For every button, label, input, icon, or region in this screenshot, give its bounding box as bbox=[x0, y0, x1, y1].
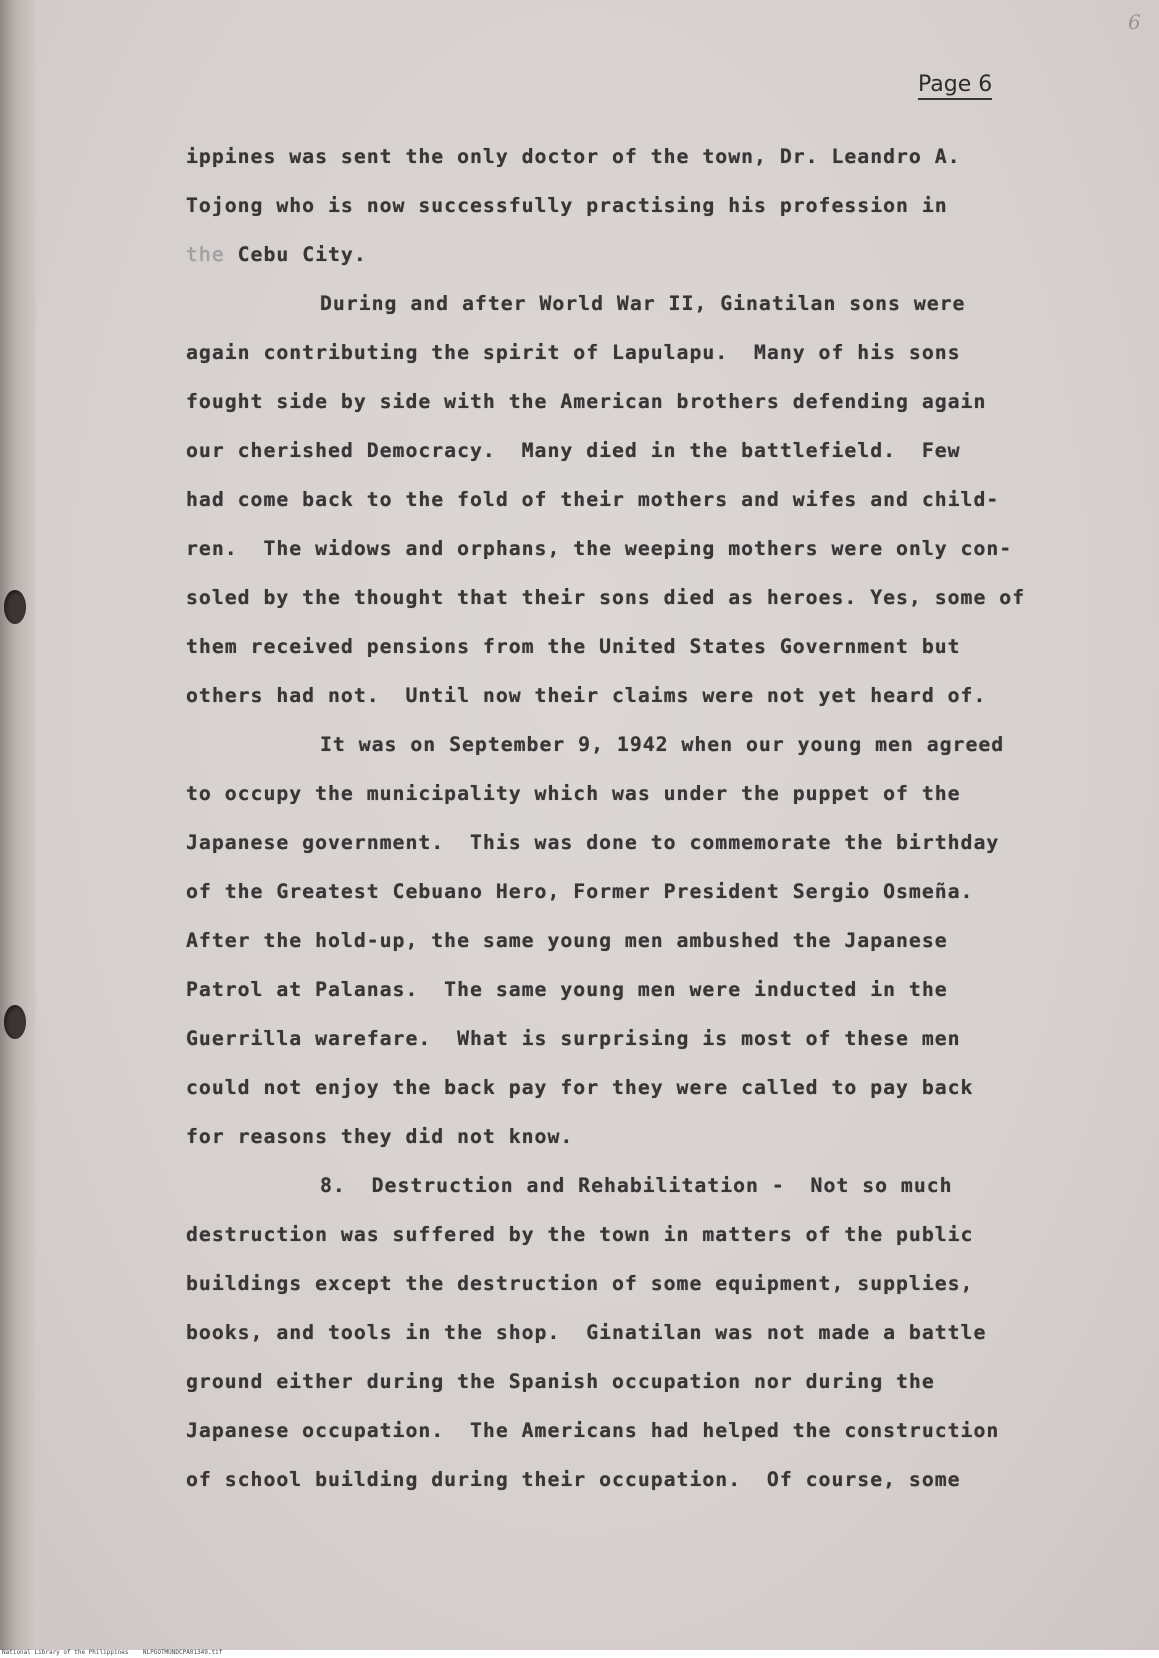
text-line: buildings except the destruction of some equipment, supplies, bbox=[186, 1272, 974, 1295]
text-line: During and after World War II, Ginatilan sons were bbox=[320, 292, 966, 315]
text-line: Japanese government. This was done to commemorate the birthday bbox=[186, 831, 1000, 854]
text-line: again contributing the spirit of Lapulapu. Many of his sons bbox=[186, 341, 961, 364]
text-line: destruction was suffered by the town in matters of the public bbox=[186, 1223, 974, 1246]
text-line: ippines was sent the only doctor of the town, Dr. Leandro A. bbox=[186, 145, 961, 168]
text-line: of school building during their occupation. Of course, some bbox=[186, 1468, 961, 1491]
text-line: ren. The widows and orphans, the weeping mothers were only con- bbox=[186, 537, 1013, 560]
text-line bbox=[186, 243, 367, 266]
text-line: fought side by side with the American brothers defending again bbox=[186, 390, 987, 413]
text-line: Patrol at Palanas. The same young men were inducted in the bbox=[186, 978, 948, 1001]
text-line: could not enjoy the back pay for they were called to pay back bbox=[186, 1076, 974, 1099]
text-line: books, and tools in the shop. Ginatilan was not made a battle bbox=[186, 1321, 987, 1344]
faded-word: the bbox=[186, 243, 225, 266]
archive-footer bbox=[0, 1650, 1159, 1658]
text-line: them received pensions from the United States Government but bbox=[186, 635, 961, 658]
punch-hole bbox=[4, 590, 26, 624]
text-line: ground either during the Spanish occupation nor during the bbox=[186, 1370, 935, 1393]
line-text: Cebu City. bbox=[224, 243, 367, 266]
text-line: our cherished Democracy. Many died in the battlefield. Few bbox=[186, 439, 961, 462]
text-line: to occupy the municipality which was under the puppet of the bbox=[186, 782, 961, 805]
text-line: soled by the thought that their sons died as heroes. Yes, some of bbox=[186, 586, 1026, 609]
text-line: others had not. Until now their claims were not yet heard of. bbox=[186, 684, 987, 707]
text-line: After the hold-up, the same young men ambushed the Japanese bbox=[186, 929, 948, 952]
text-line: of the Greatest Cebuano Hero, Former President Sergio Osmeña. bbox=[186, 880, 974, 903]
punch-hole bbox=[4, 1005, 26, 1039]
text-line: for reasons they did not know. bbox=[186, 1125, 574, 1148]
binding-edge bbox=[0, 0, 36, 1650]
text-line: It was on September 9, 1942 when our young men agreed bbox=[320, 733, 1005, 756]
section-heading-line: 8. Destruction and Rehabilitation - Not so much bbox=[320, 1174, 953, 1197]
text-line: Tojong who is now successfully practising his profession in bbox=[186, 194, 948, 217]
corner-handwritten-mark: 6 bbox=[1128, 10, 1141, 34]
text-line: Guerrilla warefare. What is surprising is most of these men bbox=[186, 1027, 961, 1050]
text-line: Japanese occupation. The Americans had helped the construction bbox=[186, 1419, 1000, 1442]
footer-caption: National Library of the Philippines NLPGOTMUNDCPA01349.tif bbox=[2, 1649, 223, 1656]
text-line: had come back to the fold of their mothers and wifes and child- bbox=[186, 488, 1000, 511]
page-number: Page 6 bbox=[918, 72, 992, 100]
